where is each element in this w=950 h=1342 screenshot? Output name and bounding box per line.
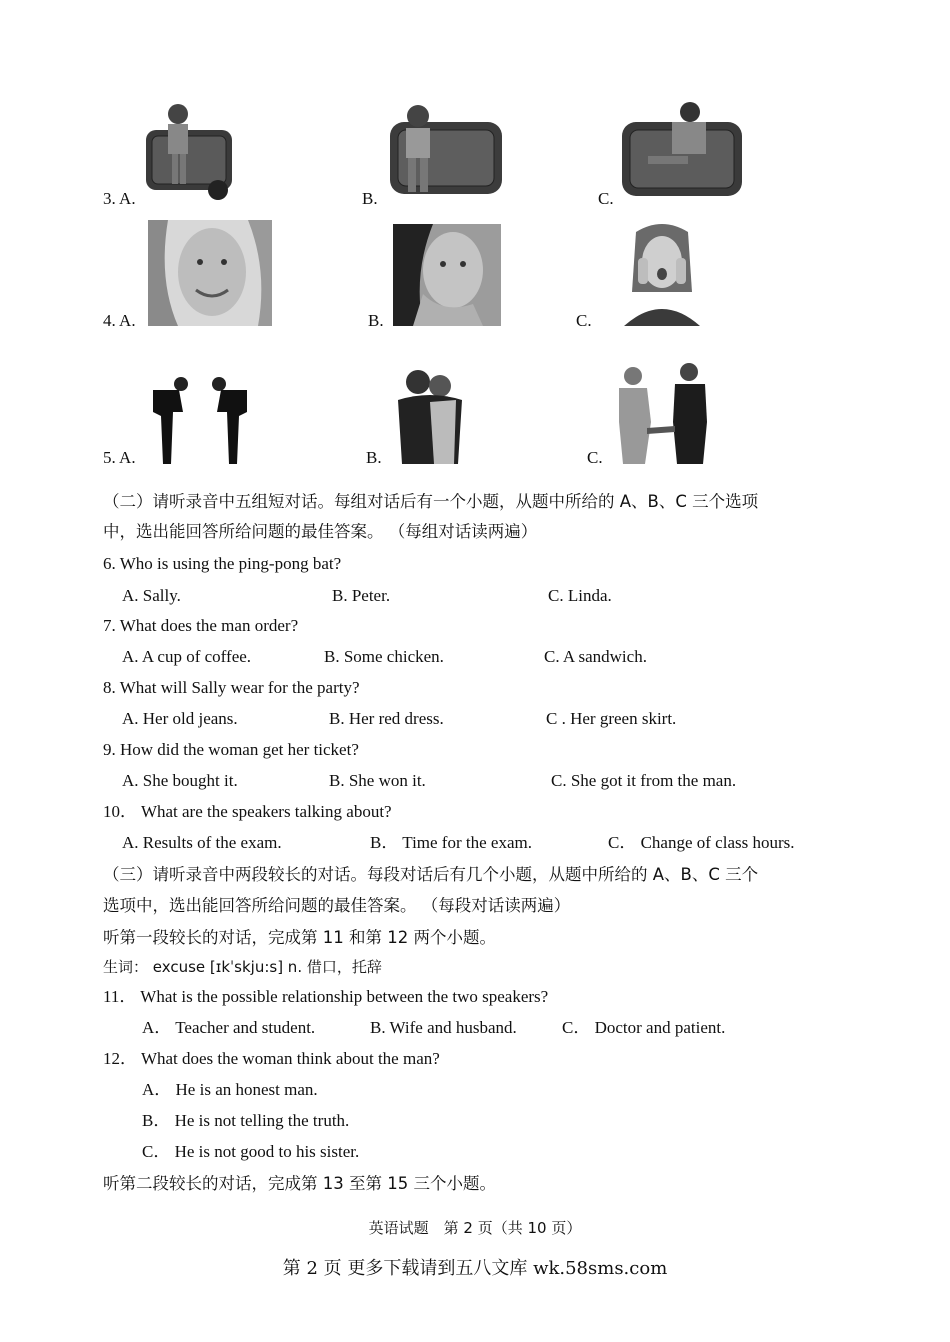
option-label-3c: C. [598,189,614,208]
question-12-option-b: B． He is not telling the truth. [142,1111,350,1130]
picture-5c [611,362,715,464]
picture-4c [612,222,712,326]
picture-3a [138,100,238,200]
picture-4a [148,220,272,326]
question-12-option-a: A． He is an honest man. [142,1080,318,1099]
option-label-4c: C. [576,311,592,330]
section3-instructions-line1: （三）请听录音中两段较长的对话。每段对话后有几个小题，从题中所给的 A、B、C 三个 [103,865,759,884]
option-label-3b: B. [362,189,378,208]
question-9-option-b: B. She won it. [329,771,426,790]
picture-5b [390,366,470,464]
question-8-option-b: B. Her red dress. [329,709,444,728]
picture-4b [393,224,501,326]
question-9-option-c: C. She got it from the man. [551,771,737,790]
question-7-option-a: A. A cup of coffee. [122,647,252,666]
question-10: 10． What are the speakers talking about? [103,802,392,821]
question-8-option-a: A. Her old jeans. [122,709,238,728]
option-label-4a: 4. A. [103,311,136,330]
question-6-option-b: B. Peter. [332,586,391,605]
question-12: 12． What does the woman think about the man? [103,1049,440,1068]
question-10-option-a: A. Results of the exam. [122,833,282,852]
option-label-5b: B. [366,448,382,467]
vocabulary-note: 生词： excuse [ɪkˈskju:s] n. 借口，托辞 [103,958,382,976]
question-10-option-b: B． Time for the exam. [370,833,532,852]
option-label-4b: B. [368,311,384,330]
section2-instructions-line1: （二）请听录音中五组短对话。每组对话后有一个小题，从题中所给的 A、B、C 三个选项 [103,492,759,511]
question-6: 6. Who is using the ping-pong bat? [103,554,342,573]
question-6-option-a: A. Sally. [122,586,181,605]
picture-3b [380,100,505,200]
question-9: 9. How did the woman get her ticket? [103,740,359,759]
question-11-option-c: C． Doctor and patient. [562,1018,726,1037]
question-6-option-c: C. Linda. [548,586,612,605]
question-8: 8. What will Sally wear for the party? [103,678,360,697]
question-7: 7. What does the man order? [103,616,299,635]
question-8-option-c: C . Her green skirt. [546,709,677,728]
section3-instructions-line2: 选项中，选出能回答所给问题的最佳答案。 （每段对话读两遍） [103,896,571,915]
question-7-option-b: B. Some chicken. [324,647,444,666]
picture-5a [143,372,258,464]
question-11: 11． What is the possible relationship between the two speakers? [103,987,549,1006]
question-11-option-b: B. Wife and husband. [370,1018,517,1037]
download-site-line[interactable]: 第 2 页 更多下载请到五八文库 wk.58sms.com [282,1258,668,1279]
question-11-option-a: A． Teacher and student. [142,1018,316,1037]
question-7-option-c: C. A sandwich. [544,647,647,666]
page-number-label: 英语试题 第 2 页（共 10 页） [368,1219,582,1237]
question-9-option-a: A. She bought it. [122,771,238,790]
section2-instructions-line2: 中，选出能回答所给问题的最佳答案。 （每组对话读两遍） [103,522,538,541]
question-12-option-c: C． He is not good to his sister. [142,1142,360,1161]
option-label-3a: 3. A. [103,189,136,208]
question-10-option-c: C． Change of class hours. [608,833,795,852]
option-label-5c: C. [587,448,603,467]
section3-part1-instruction: 听第一段较长的对话，完成第 11 和第 12 两个小题。 [103,928,496,947]
option-label-5a: 5. A. [103,448,136,467]
picture-3c [618,100,746,200]
section3-part2-instruction: 听第二段较长的对话，完成第 13 至第 15 三个小题。 [103,1174,496,1193]
